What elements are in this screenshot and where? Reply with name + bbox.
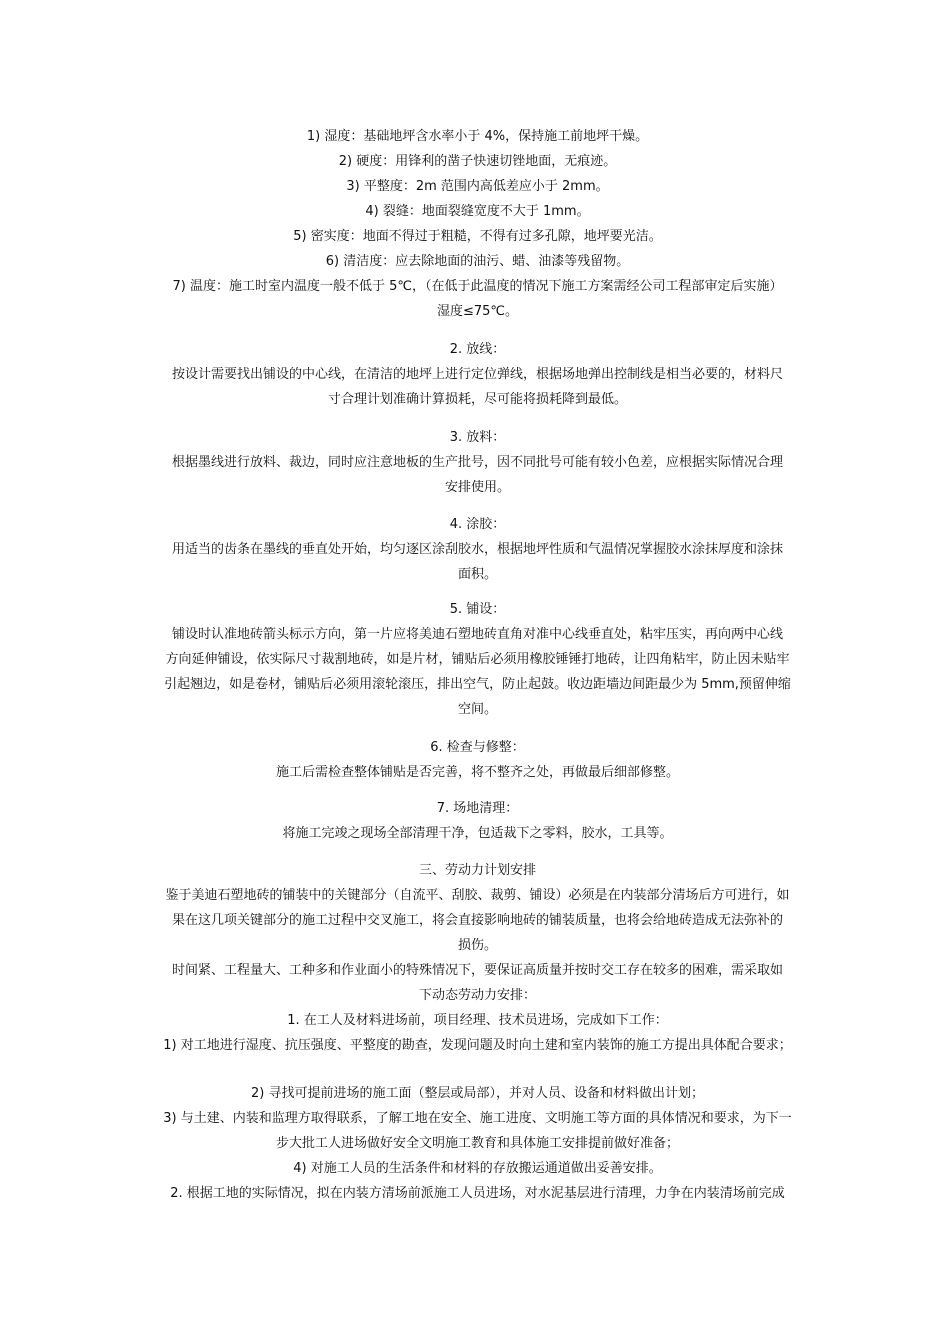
text-line: 用适当的齿条在墨线的垂直处开始，均匀逐区涂刮胶水，根据地坪性质和气温情况掌握胶水涂抹厚度和涂抹 — [171, 542, 783, 557]
text-line: 5) 密实度：地面不得过于粗糙，不得有过多孔隙，地坪要光洁。 — [293, 229, 662, 244]
text-line: 方向延伸铺设，依实际尺寸裁割地砖，如是片材，铺贴后必须用橡胶锤锤打地砖，让四角粘牢，防止因未贴牢 — [165, 652, 790, 667]
text-line: 面积。 — [457, 567, 497, 582]
section-heading: 6. 检查与修整： — [430, 740, 525, 755]
text-line: 寸合理计划准确计算损耗，尽可能将损耗降到最低。 — [327, 392, 627, 407]
text-line: 步大批工人进场做好安全文明施工教育和具体施工安排提前做好准备； — [275, 1136, 679, 1151]
section-heading: 3. 放料： — [449, 430, 506, 445]
text-line: 引起翘边，如是卷材，铺贴后必须用滚轮滚压，排出空气，防止起鼓。收边距墙边间距最少为 5mm,预留伸缩 — [164, 677, 791, 692]
text-line: 鉴于美迪石塑地砖的铺装中的关键部分（自流平、刮胶、裁剪、铺设）必须是在内装部分清场后方可进行，如 — [165, 888, 790, 903]
section-heading: 7. 场地清理： — [436, 801, 519, 816]
text-line: 铺设时认准地砖箭头标示方向，第一片应将美迪石塑地砖直角对准中心线垂直处，粘牢压实，再向两中心线 — [171, 627, 783, 642]
text-line: 2) 硬度：用锋利的凿子快速切锉地面，无痕迹。 — [338, 154, 617, 169]
text-line: 时间紧、工程量大、工种多和作业面小的特殊情况下，要保证高质量并按时交工存在较多的困难，需采取如 — [171, 963, 783, 978]
text-line: 6) 清洁度：应去除地面的油污、蜡、油漆等残留物。 — [325, 254, 630, 269]
text-line: 果在这几项关键部分的施工过程中交叉施工，将会直接影响地砖的铺装质量，也将会给地砖造成无法弥补的 — [171, 913, 783, 928]
text-line: 湿度≤75℃。 — [436, 304, 519, 319]
section-heading: 5. 铺设： — [449, 602, 506, 617]
text-line: 将施工完竣之现场全部清理干净，包适裁下之零料，胶水，工具等。 — [282, 826, 673, 841]
text-line: 3) 平整度：2m 范围内高低差应小于 2mm。 — [346, 179, 609, 194]
text-line: 3) 与土建、内装和监理方取得联系，了解工地在安全、施工进度、文明施工等方面的具体情况和要求，为下一 — [163, 1111, 792, 1126]
text-line: 7) 温度：施工时室内温度一般不低于 5℃，（在低于此温度的情况下施工方案需经公司工程部审定后实施） — [172, 279, 783, 294]
text-line: 空间。 — [457, 702, 497, 717]
text-line: 安排使用。 — [444, 480, 510, 495]
text-line: 4) 裂缝：地面裂缝宽度不大于 1mm。 — [365, 204, 590, 219]
section-heading: 4. 涂胶： — [449, 517, 506, 532]
text-line: 根据墨线进行放料、裁边，同时应注意地板的生产批号，因不同批号可能有较小色差，应根据实际情况合理 — [171, 455, 783, 470]
section-heading: 2. 放线： — [449, 342, 506, 357]
text-line: 1. 在工人及材料进场前，项目经理、技术员进场，完成如下工作： — [287, 1013, 668, 1028]
text-line: 按设计需要找出铺设的中心线，在清洁的地坪上进行定位弹线，根据场地弹出控制线是相当必要的，材料尺 — [171, 367, 783, 382]
text-line: 2) 寻找可提前进场的施工面（整层或局部），并对人员、设备和材料做出计划； — [251, 1086, 704, 1101]
text-line: 1) 湿度：基础地坪含水率小于 4%，保持施工前地坪干燥。 — [306, 129, 649, 144]
text-line: 下动态劳动力安排： — [418, 988, 536, 1003]
chapter-heading: 三、劳动力计划安排 — [418, 863, 536, 878]
text-line: 1) 对工地进行湿度、抗压强度、平整度的勘查，发现问题及时向土建和室内装饰的施工方提出具体配合要求； — [163, 1038, 792, 1053]
text-line: 4) 对施工人员的生活条件和材料的存放搬运通道做出妥善安排。 — [293, 1161, 662, 1176]
text-line: 施工后需检查整体铺贴是否完善，将不整齐之处，再做最后细部修整。 — [275, 765, 679, 780]
text-line: 2. 根据工地的实际情况，拟在内装方清场前派施工人员进场，对水泥基层进行清理，力争在内装清场前完成 — [170, 1186, 785, 1201]
text-line: 损伤。 — [457, 938, 497, 953]
